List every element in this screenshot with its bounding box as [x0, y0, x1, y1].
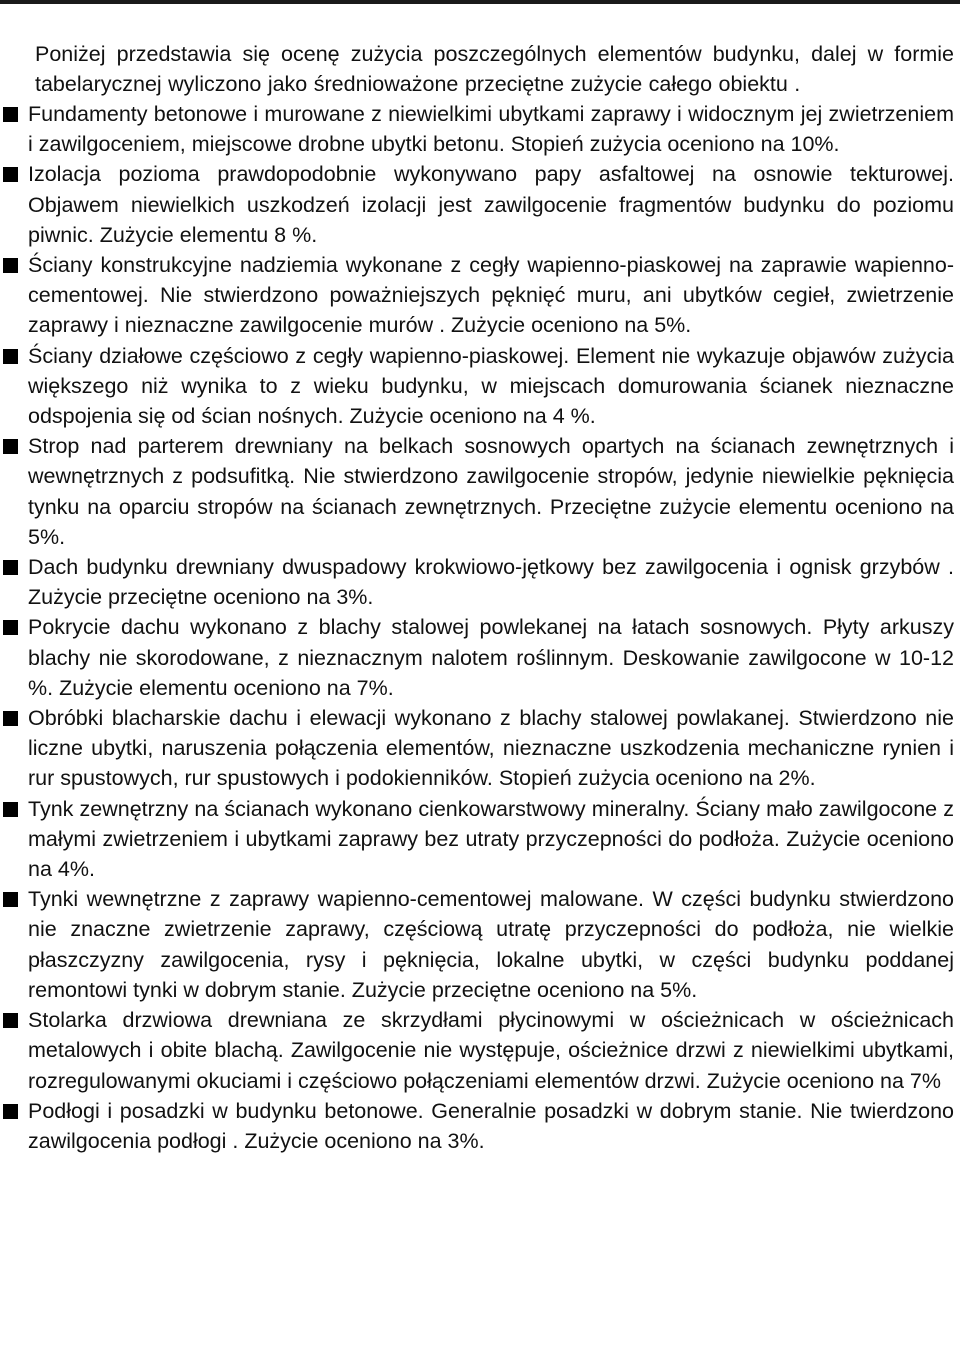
list-item-text: Dach budynku drewniany dwuspadowy krokwiowo-jętkowy bez zawilgocenia i ognisk grzybów . Zużycie przeciętne oceniono na 3%. [28, 555, 954, 610]
square-bullet-icon [3, 560, 18, 575]
list-item-text: Fundamenty betonowe i murowane z niewielkimi ubytkami zaprawy i widocznym jej zwietrzeniem i zawilgoceniem, miejscowe drobne ubytki betonu. Stopień zużycia oceniono na 10%. [28, 102, 954, 157]
list-item-text: Strop nad parterem drewniany na belkach sosnowych opartych na ścianach zewnętrznych i wewnętrznych z podsufitką. Nie stwierdzono zawilgocenie stropów, jedynie niewielkie pęknięcia tynku na oparciu stropów na ścianach zewnętrznych. Przeciętne zużycie elementu oceniono na 5%. [28, 434, 954, 549]
intro-paragraph: Poniżej przedstawia się ocenę zużycia poszczególnych elementów budynku, dalej w formie tabelarycznej wyliczono jako średnioważone przeciętne zużycie całego obiektu . [35, 42, 954, 96]
square-bullet-icon [3, 711, 18, 726]
square-bullet-icon [3, 1104, 18, 1119]
list-item-text: Ściany konstrukcyjne nadziemia wykonane z cegły wapienno-piaskowej na zaprawie wapienno-cementowej. Nie stwierdzono poważniejszych pęknięć muru, ani ubytków cegieł, zwietrzenie zaprawy i nieznaczne zawilgocenie murów . Zużycie oceniono na 5%. [28, 253, 954, 338]
square-bullet-icon [3, 258, 18, 273]
list-item [0, 884, 960, 1005]
list-item-text: Stolarka drzwiowa drewniana ze skrzydłami płycinowymi w ościeżnicach w ościeżnicach metalowych i obite blachą. Zawilgocenie nie występuje, ościeżnice drzwi z niewielkimi ubytkami, rozregulowanymi okuciami i częściowo połączeniami elementów drzwi. Zużycie oceniono na 7% [28, 1008, 954, 1093]
list-item-text: Pokrycie dachu wykonano z blachy stalowej powlekanej na łatach sosnowych. Płyty arkuszy blachy nie skorodowane, z nieznacznym nalotem roślinnym. Deskowanie zawilgocone w 10-12 %. Zużycie elementu oceniono na 7%. [28, 615, 954, 700]
list-item-text: Obróbki blacharskie dachu i elewacji wykonano z blachy stalowej powlakanej. Stwierdzono nie liczne ubytki, naruszenia połączenia elementów, nieznaczne uszkodzenia mechaniczne rynien i rur spustowych, rur spustowych i podokienników. Stopień zużycia oceniono na 2%. [28, 706, 954, 791]
square-bullet-icon [3, 107, 18, 122]
list-item-text: Tynki wewnętrzne z zaprawy wapienno-cementowej malowane. W części budynku stwierdzono nie znaczne zwietrzenie zaprawy, częściową utratę przyczepności do podłoża, nie wielkie płaszczyzny zawilgocenia, rysy i pęknięcia, lokalne ubytki, w części budynku poddanej remontowi tynki w dobrym stanie. Zużycie przeciętne oceniono na 5%. [28, 887, 954, 1002]
square-bullet-icon [3, 439, 18, 454]
square-bullet-icon [3, 167, 18, 182]
square-bullet-icon [3, 802, 18, 817]
assessment-list [0, 99, 960, 1156]
list-item-text: Ściany działowe częściowo z cegły wapienno-piaskowej. Element nie wykazuje objawów zużycia większego niż wynika to z wieku budynku, w miejscach domurowania ścianek nieznaczne odspojenia się od ścian nośnych. Zużycie oceniono na 4 %. [28, 343, 954, 429]
list-item [0, 159, 960, 250]
list-item-text: Tynk zewnętrzny na ścianach wykonano cienkowarstwowy mineralny. Ściany mało zawilgocone z małymi zwietrzeniem i ubytkami zaprawy bez utraty przyczepności do podłoża. Zużycie oceniono na 4%. [28, 796, 954, 882]
list-item [0, 431, 960, 552]
list-item [0, 250, 960, 341]
list-item [0, 1005, 960, 1096]
square-bullet-icon [3, 349, 18, 364]
list-item-text: Podłogi i posadzki w budynku betonowe. Generalnie posadzki w dobrym stanie. Nie twierdzono zawilgocenia podłogi . Zużycie oceniono na 3%. [28, 1098, 954, 1153]
list-item [0, 703, 960, 794]
square-bullet-icon [3, 892, 18, 907]
list-item [0, 99, 960, 159]
top-rule [0, 0, 960, 4]
list-item [0, 794, 960, 885]
square-bullet-icon [3, 1013, 18, 1028]
document-page [0, 39, 960, 1156]
square-bullet-icon [3, 620, 18, 635]
list-item [0, 612, 960, 703]
list-item-text: Izolacja pozioma prawdopodobnie wykonywano papy asfaltowej na osnowie tekturowej. Objawem niewielkich uszkodzeń izolacji jest zawilgocenie fragmentów budynku do poziomu piwnic. Zużycie elementu 8 %. [28, 162, 954, 247]
list-item [0, 1096, 960, 1156]
list-item [0, 341, 960, 432]
list-item [0, 552, 960, 612]
